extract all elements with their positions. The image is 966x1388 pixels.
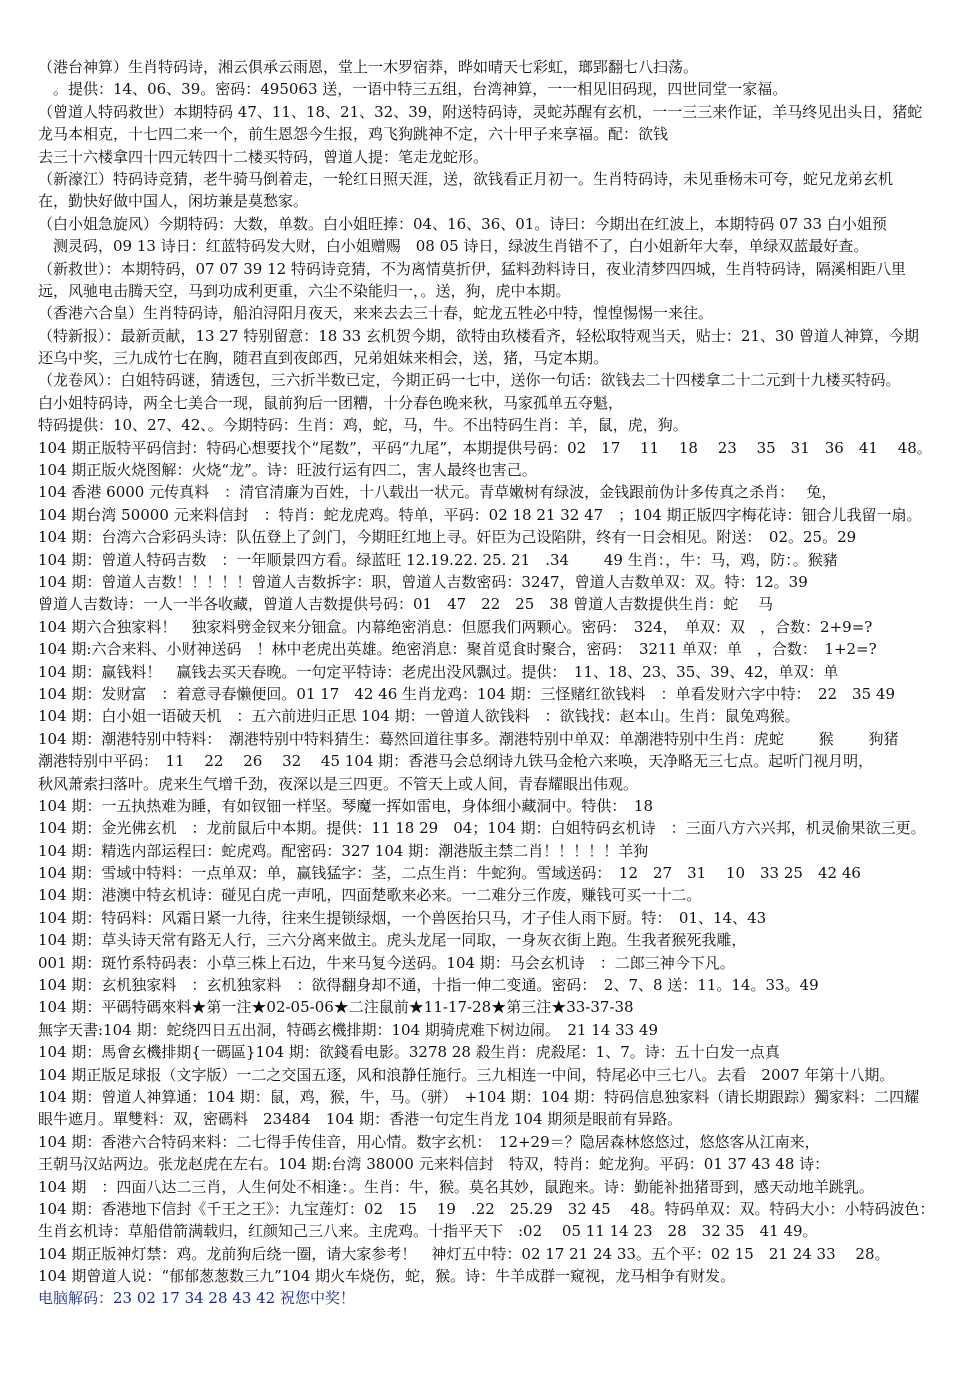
text-line: 104 香港 6000 元传真料 ：清官清廉为百姓，十八载出一状元。青草嫩树有绿波，金钱跟前伪计多传真之杀肖： 兔， (38, 483, 837, 502)
text-line: 眼牛遮月。單雙料：双，密碼料 23484 104 期：香港一句定生肖龙 104 期须是眼前有异路。 (38, 1110, 683, 1129)
text-line: 。提供：14、06、39。密码：495063 送，一语中特三五组，台湾神算，一一相见旧码现，四世同堂一家福。 (38, 80, 788, 99)
text-line: 104 期：香港地下信封《千王之王》：九宝莲灯：02 15 19 .22 25.29 32 45 48。特码单双：双。特码大小：小特码波色： (38, 1199, 935, 1218)
text-line: （曾道人特码救世）本期特码 47、11、18、21、32、39，附送特码诗，灵蛇苏醒有玄机，一一三三来作证，羊马终见出头日，猪蛇 (38, 102, 923, 121)
text-line: 104 期正版火烧图解：火烧“龙”。诗：旺波行运有四二，害人最终也害己。 (38, 461, 537, 480)
text-line: 104 期 ：四面八达二三肖，人生何处不相逢：。生肖：牛，猴。莫名其妙，鼠跑来。诗：勤能补拙猪哥到，感天动地羊跳乳。 (38, 1177, 874, 1196)
text-line: （香港六合皇）生肖特码诗，船泊浔阳月夜天，来来去去三十春，蛇龙五牲必中特，惶惶惕惕一来往。 (38, 304, 714, 323)
text-line: 白小姐特码诗，两全七美合一现，鼠前狗后一团糟，十分春色晚来秋，马家孤单五夺魁， (38, 393, 624, 412)
text-line: 104 期：曾道人特码吉数 ：一年顺景四方看。绿蓝旺 12.19.22. 25. 21 .34 49 生肖：，牛：马，鸡，防：。猴豬 (38, 550, 838, 569)
text-line: 龙马本相克，十七四二来一个，前生恩怨今生报，鸡飞狗跳神不定，六十甲子来享福。配：欲钱 (38, 125, 669, 144)
text-line: （特新报）：最新贡献，13 27 特别留意：18 33 玄机贺今期，欲特由玖楼看齐，轻松取特观当天，贴士：21、30 曾道人神算，今期 (38, 326, 919, 345)
text-line: 104 期：台湾六合彩码头诗：队伍登上了剑门，今期旺红地上寻。奸臣为己设陷阱，终有一日会相见。附送： 02。25。29 (38, 528, 857, 547)
text-line: （新濠江）特码诗竞猜，老牛骑马倒着走，一轮红日照天涯，送，欲钱看正月初一。生肖特码诗，未见垂杨未可夸，蛇兄龙弟玄机 (38, 169, 894, 188)
text-line: 104 期：港澳中特玄机诗：碰见白虎一声吼，四面楚歌来必来。一二难分三作废，赚钱可买一十二。 (38, 886, 702, 905)
text-line: 104 期：曾道人吉数！！！！！曾道人吉数拆字：职，曾道人吉数密码：3247，曾道人吉数单双：双。特：12。39 (38, 572, 808, 591)
text-line: 104 期：曾道人神算通：104 期：鼠，鸡，猴，牛，马。（骈） +104 期：104 期：特码信息独家料（请长期跟踪）獨家料：二四耀 (38, 1087, 920, 1106)
text-line: 104 期：香港六合特码来料：二七得手传佳音，用心情。数字玄机： 12+29＝？隐居森林悠悠过，悠悠客从江南来， (38, 1132, 820, 1151)
text-line: 104 期正版足球报（文字版）一二之交国五逐，风和浪静任施行。三九相连一中间，特尾必中三七八。去看 2007 年第十八期。 (38, 1065, 895, 1084)
text-line: 104 期：一五执热难为睡，有如钗钿一样坚。琴魔一挥如雷电，身体细小藏洞中。特供： 18 (38, 796, 653, 815)
text-line: 远，风驰电击腾天空，马到功成利更重，六尘不染能归一，。送，狗，虎中本期。 (38, 281, 571, 300)
text-line: 曾道人吉数诗：一人一半各收藏，曾道人吉数提供号码：01 47 22 25 38 曾道人吉数提供生肖：蛇 马 (38, 595, 773, 614)
text-line: 104 期台湾 50000 元来料信封 ：特肖：蛇龙虎鸡。特单，平码：02 18 21 32 47 ；104 期正版四字梅花诗：钿合儿我留一扇。 (38, 505, 922, 524)
text-line: 104 期六合独家料！ 独家料劈金钗来分钿盒。内幕绝密消息：但愿我们两颗心。密码： 324， 单双：双 ，合数：2+9=? (38, 617, 873, 636)
text-line: 生肖玄机诗：草船借箭满载归，红颜知己三八来。主虎鸡。十指平天下 :02 05 11 14 23 28 32 35 41 49。 (38, 1222, 818, 1241)
text-line: 104 期:六合来料、小财神送码 ！林中老虎出英雄。绝密消息：聚首觅食时聚合，密码： 3211 单双：单 ，合数： 1+2=? (38, 640, 877, 659)
text-line: 無字天書:104 期：蛇绕四日五出洞，特碼玄機排期：104 期骑虎难下树边闹。 21 14 33 49 (38, 1020, 659, 1039)
text-line: 104 期：发财富 ：着意寻春懒便回。01 17 42 46 生肖龙鸡：104 期：三怪赌红欲钱料 ：单看发财六字中特： 22 35 49 (38, 684, 895, 703)
text-line: 104 期：精选内部运程曰：蛇虎鸡。配密码：327 104 期：潮港版主禁二肖！！！！！羊狗 (38, 841, 649, 860)
text-line: 104 期：雪域中特料：一点单双：单，赢钱猛字：茎，二点生肖：牛蛇狗。雪域送码： 12 27 31 10 33 25 42 46 (38, 864, 861, 883)
text-line: 104 期：赢钱料！ 赢钱去买天春晚。一句定平特诗：老虎出没风飘过。提供： 11、18、23、35、39、42，单双：单 (38, 662, 839, 681)
text-line: 特码提供：10、27、42、。今期特码：生肖：鸡，蛇，马，牛。不出特码生肖：羊，鼠，虎，狗。 (38, 416, 688, 435)
text-line: （港台神算）生肖特码诗，湘云俱承云雨恩，堂上一木罗宿莽，晔如晴天七彩虹，瑯郢翻七八扫荡。 (38, 58, 699, 76)
text-line: 104 期：特码料：风霜日紧一九待，往来生提锁绿烟，一个兽医抬只马，才子佳人雨下厨。特： 01、14、43 (38, 908, 767, 927)
text-line: 104 期曾道人说：“郁郁葱葱数三九”104 期火车烧伤，蛇，猴。诗：牛羊成群一窥视，龙马相争有财发。 (38, 1267, 736, 1286)
text-line: 在，勤快好做中国人，闲坊兼是莫愁家。 (38, 192, 309, 211)
text-line: 104 期：金光佛玄机 ：龙前鼠后中本期。提供：11 18 29 04；104 期：白姐特码玄机诗 ：三面八方六兴邦，机灵偷果欲三更。 (38, 819, 926, 838)
text-line: 潮港特别中平码： 11 22 26 32 45 104 期：香港马会总纲诗九铁马金枪六来唤，天净略无三七点。起听门视月明， (38, 752, 874, 771)
text-line: 104 期：馬會玄機排期{一碼區}104 期：欲錢看电影。3278 28 殺生肖：虎殺尾：1、7。诗：五十白发一点真 (38, 1043, 780, 1062)
text-line: 104 期：潮港特别中特料： 潮港特别中特料猜生：蓦然回道往事多。潮港特别中单双：单潮港特别中生肖：虎蛇 猴 狗猪 (38, 729, 899, 748)
text-line: 测灵码，09 13 诗日：红蓝特码发大财，白小姐赠赐 08 05 诗日，绿波生肖错不了，白小姐新年大奉，单绿双蓝最好查。 (38, 237, 869, 256)
text-line: 104 期正版神灯禁：鸡。龙前狗后绕一圈，请大家参考！ 神灯五中特：02 17 21 24 33。五个平：02 15 21 24 33 28。 (38, 1244, 890, 1263)
text-line: 秋风萧索扫落叶。虎来生气增千劲，夜深以是三四更。不管天上或人间，青春耀眼出伟观。 (38, 774, 639, 793)
text-line: （新救世）：本期特码，07 07 39 12 特码诗竞猜，不为离情莫折伊，猛料劲料诗日，夜业清梦四四城，生肖特码诗，隔溪相距八里 (38, 259, 906, 278)
text-line: （龙卷风）：白姐特码谜，猜透包，三六折半数已定，今期正码一七中，送你一句话：欲钱去二十四楼拿二十二元到十九楼买特码。 (38, 371, 901, 390)
text-line: 104 期：玄机独家料 ：玄机独家料 ：欲得翻身却不通，十指一伸二变通。密码： 2、7、8 送：11。14。33。49 (38, 976, 819, 995)
text-line: 104 期正版特平码信封：特码心想要找个“尾数”，平码“九尾”，本期提供号码：02 17 11 18 23 35 31 36 41 48。 (38, 438, 932, 457)
text-line: 还乌中奖，三九成竹七在胸，随君直到夜郎西，兄弟姐妹来相会，送，猪，马定本期。 (38, 349, 609, 368)
text-line: 104 期：草头诗天常有路无人行，三六分离来做主。虎头龙尾一同取，一身灰衣街上跑。生我者猴死我雕， (38, 931, 747, 950)
text-line: 104 期：白小姐一语破天机 ：五六前进归正思 104 期：一曾道人欲钱料 ：欲钱找：赵本山。生肖：鼠兔鸡猴。 (38, 707, 800, 726)
text-line: 去三十六楼拿四十四元转四十二楼买特码，曾道人提：笔走龙蛇形。 (38, 147, 489, 166)
text-line: 电脑解码：23 02 17 34 28 43 42 祝您中奖！ (38, 1289, 355, 1308)
text-line: 104 期：平碼特碼來料★第一注★02-05-06★二注鼠前★11-17-28★第三注★33-37-38 (38, 998, 634, 1017)
text-line: （白小姐急旋风）今期特码：大数，单数。白小姐旺捧：04、16、36、01。诗曰：今期出在红波上，本期特码 07 33 白小姐预 (38, 214, 887, 233)
text-line: 001 期：斑竹系特码表：小草三株上石边，牛来马复今送码。104 期：马会玄机诗 ：二郎三神今下凡。 (38, 953, 735, 972)
text-line: 王朝马汉站两边。张龙赵虎在左右。104 期:台湾 38000 元来料信封 特双，特肖：蛇龙狗。平码：01 37 43 48 诗： (38, 1155, 830, 1174)
